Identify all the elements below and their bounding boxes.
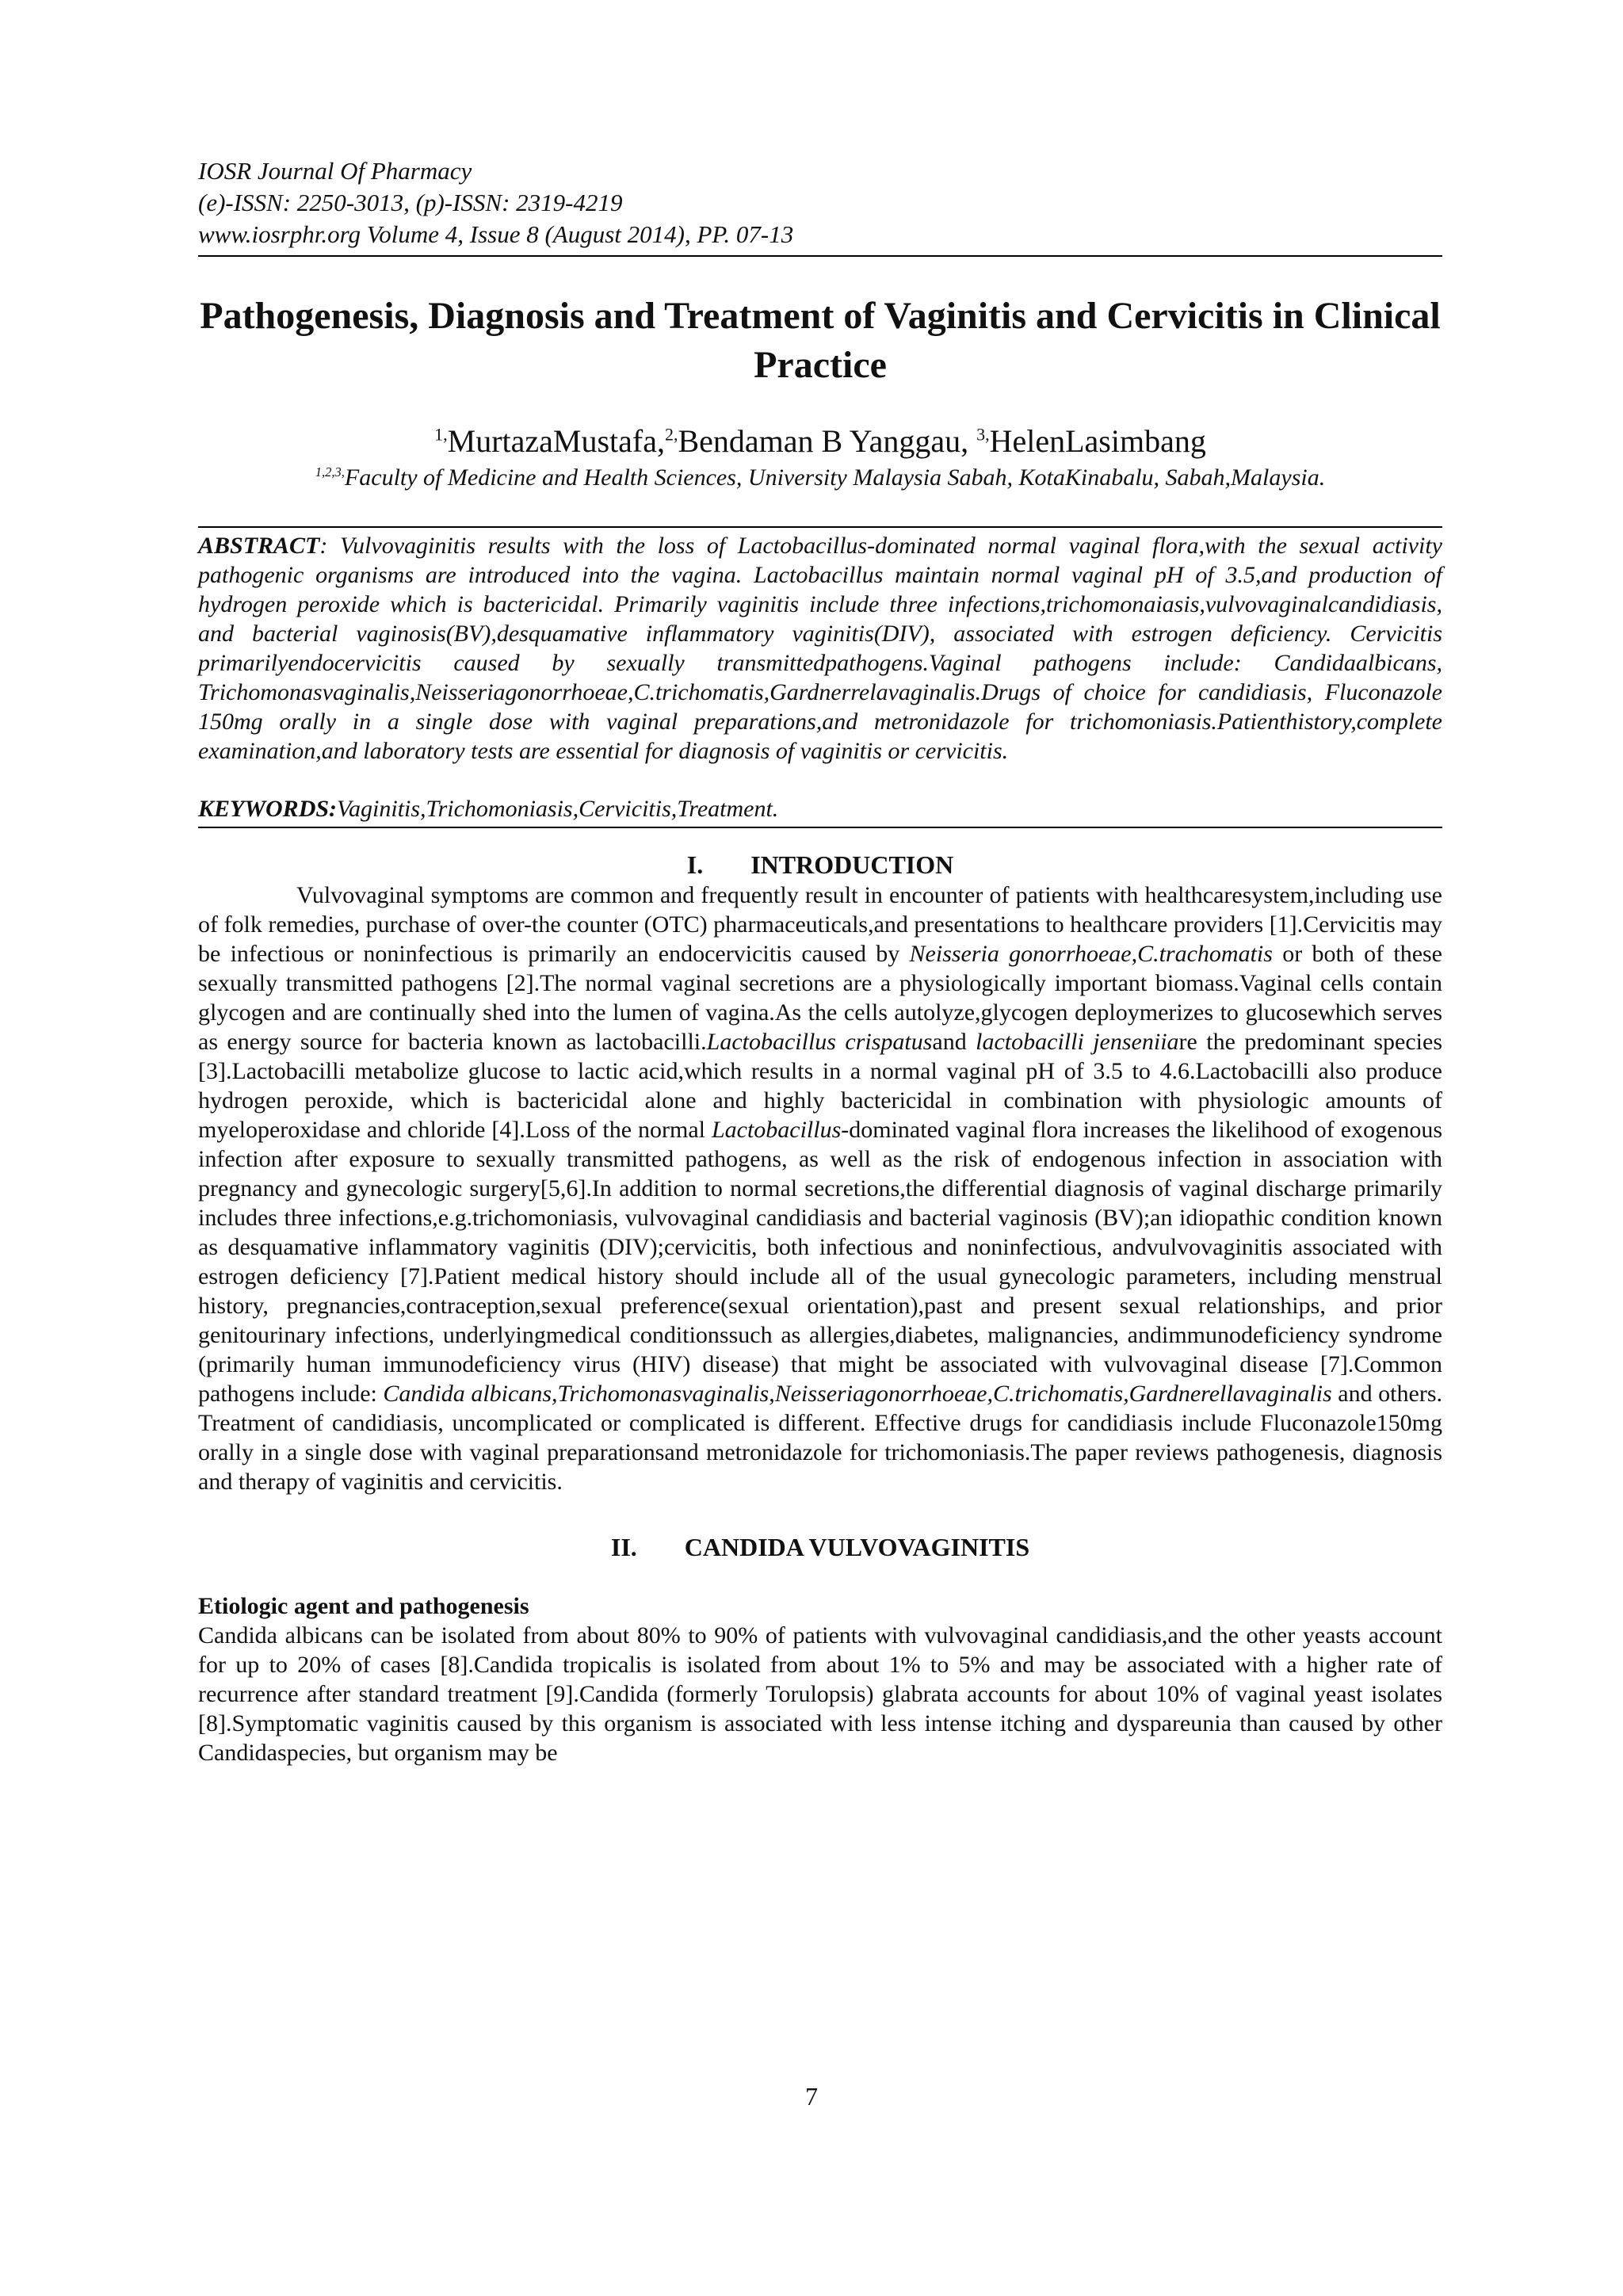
author-2-sup: 2,	[664, 424, 678, 445]
journal-issue: www.iosrphr.org Volume 4, Issue 8 (August 2014), PP. 07-13	[198, 220, 794, 248]
abstract-rule	[198, 526, 1442, 528]
author-1: MurtazaMustafa,	[447, 423, 665, 459]
author-2: Bendaman B Yanggau,	[678, 423, 969, 459]
page-number: 7	[805, 2082, 818, 2111]
section-heading-introduction	[198, 849, 1442, 881]
abstract-text: : Vulvovaginitis results with the loss of Lactobacillus-dominated normal vaginal flora,with the sexual activity pathogenic organisms are introduced into the vagina. Lactobacillus maintain normal vaginal pH of 3.5,and production of hydrogen peroxide which is bactericidal. Primarily vaginitis include three infections,trichomonaiasis,vulvovaginalcandidiasis, and bacterial vaginosis(BV),desquamative inflammatory vaginitis(DIV), associated with estrogen deficiency. Cervicitis primarilyendocervicitis caused by sexually transmittedpathogens.Vaginal pathogens include: Candidaalbicans, Trichomonasvaginalis,Neisseriagonorrhoeae,C.trichomatis,Gardnerrelavaginalis.Drugs of choice for candidiasis, Fluconazole 150mg orally in a single dose with vaginal preparations,and metronidazole for trichomoniasis.Patienthistory,complete examination,and laboratory tests are essential for diagnosis of vaginitis or cervicitis.	[198, 533, 1442, 764]
affiliation-text: Faculty of Medicine and Health Sciences, University Malaysia Sabah, KotaKinabalu, Sabah,Malaysia.	[344, 464, 1326, 491]
section-title: INTRODUCTION	[750, 850, 954, 879]
paper-page	[198, 155, 1442, 1767]
section-title: CANDIDA VULVOVAGINITIS	[684, 1533, 1030, 1561]
author-1-sup: 1,	[434, 424, 448, 445]
text-run: Vulvovaginal symptoms are common and frequently result in encounter of patients with healthcaresystem,including use of folk remedies, purchase of over-the counter (OTC) pharmaceuticals,and presentations to healthcare providers [1].Cervicitis may be infectious or noninfectious is primarily an endocervicitis caused by	[198, 882, 1442, 967]
italic-term: Lactobacillus crispatus	[706, 1029, 933, 1055]
italic-term: Neisseria gonorrhoeae,C.trachomatis	[909, 941, 1273, 967]
keywords	[198, 794, 1442, 823]
keywords-label: KEYWORDS:	[198, 796, 338, 822]
text-run: dominated vaginal flora increases the likelihood of exogenous infection after exposure to sexually transmitted pathogens, as well as the risk of endogenous infection in association with pregnancy and gynecologic surgery[5,6].In addition to normal secretions,the differential diagnosis of vaginal discharge primarily includes three infections,e.g.trichomoniasis, vulvovaginal candidiasis and bacterial vaginosis (BV);an idiopathic condition known as desquamative inflammatory vaginitis (DIV);cervicitis, both infectious and noninfectious, andvulvovaginitis associated with estrogen deficiency [7].Patient medical history should include all of the usual gynecologic parameters, including menstrual history, pregnancies,contraception,sexual preference(sexual orientation),past and present sexual relationships, and prior genitourinary infections, underlyingmedical conditionssuch as allergies,diabetes, malignancies, andimmunodeficiency syndrome (primarily human immunodeficiency virus (HIV) disease) that might be associated with vulvovaginal disease [7].Common pathogens include:	[198, 1117, 1442, 1407]
author-list	[198, 422, 1442, 461]
abstract	[198, 531, 1442, 766]
italic-term: Lactobacillus-	[711, 1117, 850, 1143]
paper-title: Pathogenesis, Diagnosis and Treatment of Vaginitis and Cervicitis in Clinical Practice	[200, 295, 1441, 386]
section-number: I.	[686, 850, 704, 879]
candida-paragraph: Candida albicans can be isolated from about 80% to 90% of patients with vulvovaginal candidiasis,and the other yeasts account for up to 20% of cases [8].Candida tropicalis is isolated from about 1% to 5% and may be associated with a higher rate of recurrence after standard treatment [9].Candida (formerly Torulopsis) glabrata accounts for about 10% of vaginal yeast isolates [8].Symptomatic vaginitis caused by this organism is associated with less intense itching and dyspareunia than caused by other Candidaspecies, but organism may be	[198, 1622, 1442, 1766]
abstract-label: ABSTRACT	[198, 533, 320, 559]
affiliation	[198, 463, 1442, 493]
keywords-text: Vaginitis,Trichomoniasis,Cervicitis,Treatment.	[337, 796, 779, 822]
text-run: re the predominant species [3].Lactobacilli metabolize glucose to lactic acid,which results in a normal vaginal pH of 3.5 to 4.6.Lactobacilli also produce hydrogen peroxide, which is bactericidal alone and highly bactericidal in combination with physiologic amounts of myeloperoxidase and chloride [4].Loss of the normal	[198, 1029, 1443, 1143]
affiliation-sup: 1,2,3,	[315, 464, 345, 479]
keywords-rule	[198, 827, 1442, 828]
text-run: and	[932, 1029, 976, 1055]
text-run: ,	[769, 1381, 775, 1407]
text-run: or both of these sexually transmitted pathogens [2].The normal vaginal secretions are a physiologically important biomass.Vaginal cells contain glycogen and are continually shed into the lumen of vagina.As the cells autolyze,glycogen deploymerizes to glucosewhich serves as energy source for bacteria known as lactobacilli.	[198, 941, 1442, 1055]
text-run: and others. Treatment of candidiasis, uncomplicated or complicated is different. Effective drugs for candidiasis include Fluconazole150mg orally in a single dose with vaginal preparationsand metronidazole for trichomoniasis.The paper reviews pathogenesis, diagnosis and therapy of vaginitis and cervicitis.	[198, 1381, 1442, 1495]
introduction-paragraph	[198, 881, 1442, 1496]
journal-issn: (e)-ISSN: 2250-3013, (p)-ISSN: 2319-4219	[198, 189, 623, 216]
journal-header	[198, 155, 1442, 250]
subsection-heading: Etiologic agent and pathogenesis	[198, 1593, 529, 1619]
italic-term: lactobacilli jenseniia	[976, 1029, 1179, 1055]
header-rule	[198, 255, 1442, 257]
author-3: HelenLasimbang	[989, 423, 1206, 459]
italic-term: Neisseriagonorrhoeae,C.trichomatis,Gardnerellavaginalis	[774, 1381, 1332, 1407]
italic-term: Candida albicans,Trichomonasvaginalis	[383, 1381, 769, 1407]
journal-name: IOSR Journal Of Pharmacy	[198, 157, 472, 185]
section-heading-candida	[198, 1531, 1442, 1563]
section-number: II.	[610, 1533, 637, 1561]
author-3-sup: 3,	[976, 424, 990, 445]
